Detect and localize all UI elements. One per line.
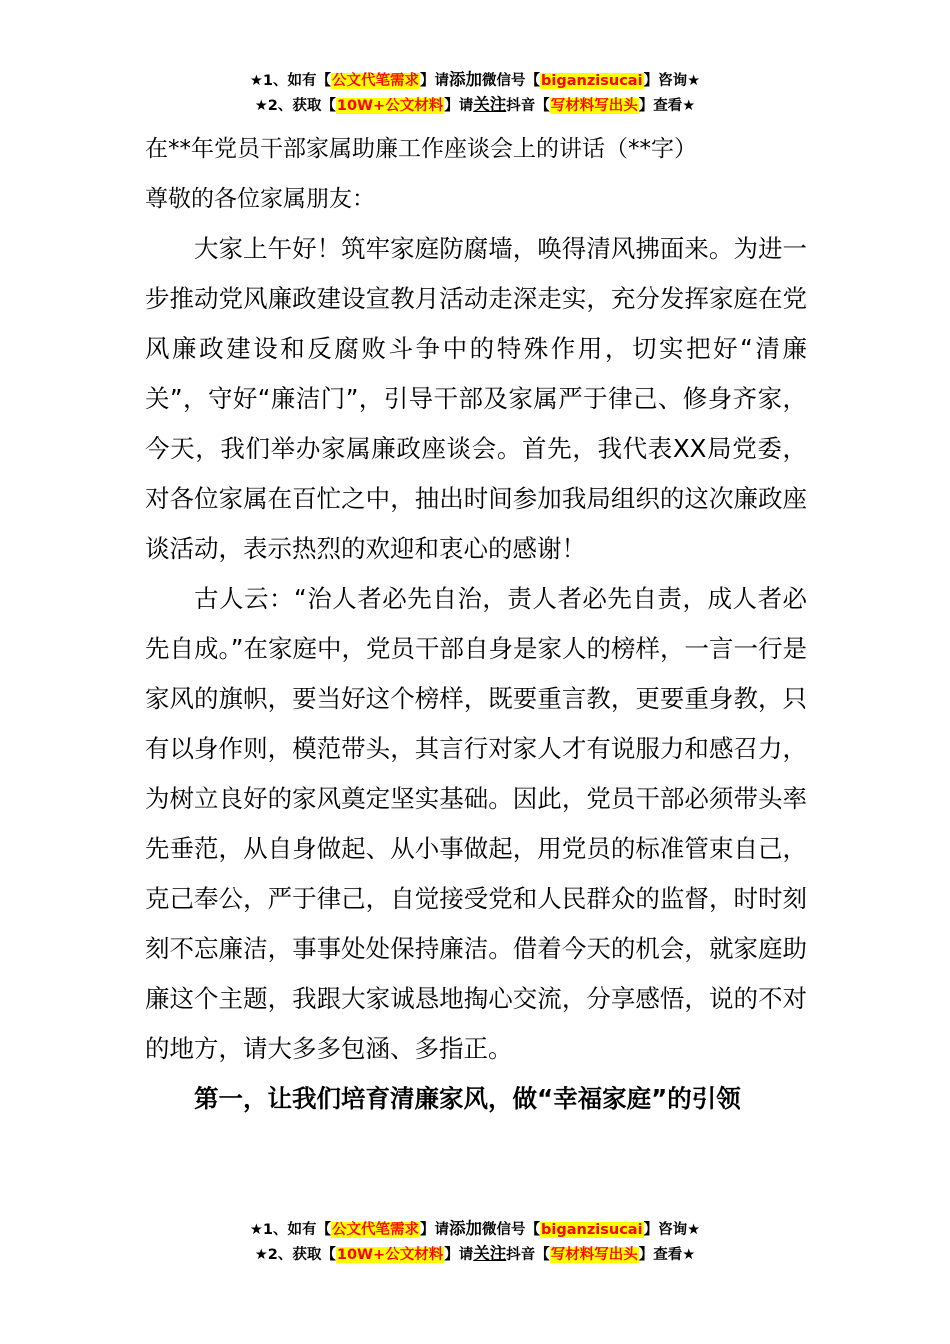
banner-text: 】查看 [638, 1247, 683, 1263]
banner-line-2 [0, 93, 950, 118]
emphasis-text: 添加 [449, 70, 483, 89]
highlight-service: 公文代笔需求 [332, 73, 420, 89]
star-icon: ★ [254, 1247, 268, 1263]
star-icon: ★ [249, 1222, 263, 1238]
banner-line-2 [0, 1242, 950, 1267]
banner-text: 抖音【 [506, 98, 550, 114]
paragraph-2: 古人云：“治人者必先自治，责人者必先自责，成人者必先自成。”在家庭中，党员干部自身是家人的榜样，一言一行是家风的旗帜，要当好这个榜样，既要重言教，更要重身教，只有以身作则，模范带头，其言行对家人才有说服力和感召力，为树立良好的家风奠定坚实基础。因此，党员干部必须带头率先垂范，从自身做起、从小事做起，用党员的标准管束自己，克己奉公，严于律己，自觉接受党和人民群众的监督，时时刻刻不忘廉洁，事事处处保持廉洁。借着今天的机会，就家庭助廉这个主题，我跟大家诚恳地掏心交流，分享感悟，说的不对的地方，请大多多包涵、多指正。 [145, 584, 807, 1063]
banner-line-1 [0, 68, 950, 93]
highlight-service: 公文代笔需求 [332, 1222, 420, 1238]
banner-line-1 [0, 1217, 950, 1242]
banner-text: 抖音【 [506, 1247, 550, 1263]
document-title: 在**年党员干部家属助廉工作座谈会上的讲话（**字） [145, 136, 697, 162]
star-icon: ★ [254, 98, 268, 114]
banner-text: 】查看 [638, 98, 683, 114]
highlight-materials: 10W+公文材料 [336, 1247, 444, 1263]
highlight-douyin: 写材料写出头 [550, 98, 638, 114]
header-banner [0, 68, 950, 118]
star-icon: ★ [249, 73, 263, 89]
banner-text: 】请 [420, 1222, 450, 1238]
emphasis-text: 关注 [473, 1244, 507, 1263]
paragraph-1: 大家上午好！筑牢家庭防腐墙，唤得清风拂面来。为进一步推动党风廉政建设宣教月活动走深走实，充分发挥家庭在党风廉政建设和反腐败斗争中的特殊作用，切实把好“清廉关”，守好“廉洁门”，引导干部及家属严于律己、修身齐家，今天，我们举办家属廉政座谈会。首先，我代表XX局党委，对各位家属在百忙之中，抽出时间参加我局组织的这次廉政座谈活动，表示热烈的欢迎和衷心的感谢！ [145, 234, 807, 563]
banner-text: 2、获取【 [267, 1247, 336, 1263]
star-icon: ★ [687, 73, 701, 89]
emphasis-text: 添加 [449, 1219, 483, 1238]
document-body [145, 124, 807, 1124]
banner-text: 微信号【 [482, 73, 541, 89]
star-icon: ★ [682, 1247, 696, 1263]
highlight-wechat-id: biganzisucai [541, 1222, 643, 1238]
banner-text: 2、获取【 [267, 98, 336, 114]
banner-text: 】请 [420, 73, 450, 89]
banner-text: 1、如有【 [262, 73, 332, 89]
banner-text: 】咨询 [643, 73, 688, 89]
highlight-materials: 10W+公文材料 [336, 98, 444, 114]
banner-text: 】请 [444, 1247, 474, 1263]
banner-text: 】请 [444, 98, 474, 114]
highlight-douyin: 写材料写出头 [550, 1247, 638, 1263]
salutation: 尊敬的各位家属朋友： [145, 186, 375, 212]
footer-banner [0, 1217, 950, 1267]
section-heading: 第一，让我们培育清廉家风，做“幸福家庭”的引领 [194, 1084, 741, 1113]
star-icon: ★ [682, 98, 696, 114]
banner-text: 微信号【 [482, 1222, 541, 1238]
banner-text: 】咨询 [643, 1222, 688, 1238]
highlight-wechat-id: biganzisucai [541, 73, 643, 89]
emphasis-text: 关注 [473, 95, 507, 114]
banner-text: 1、如有【 [262, 1222, 332, 1238]
star-icon: ★ [687, 1222, 701, 1238]
